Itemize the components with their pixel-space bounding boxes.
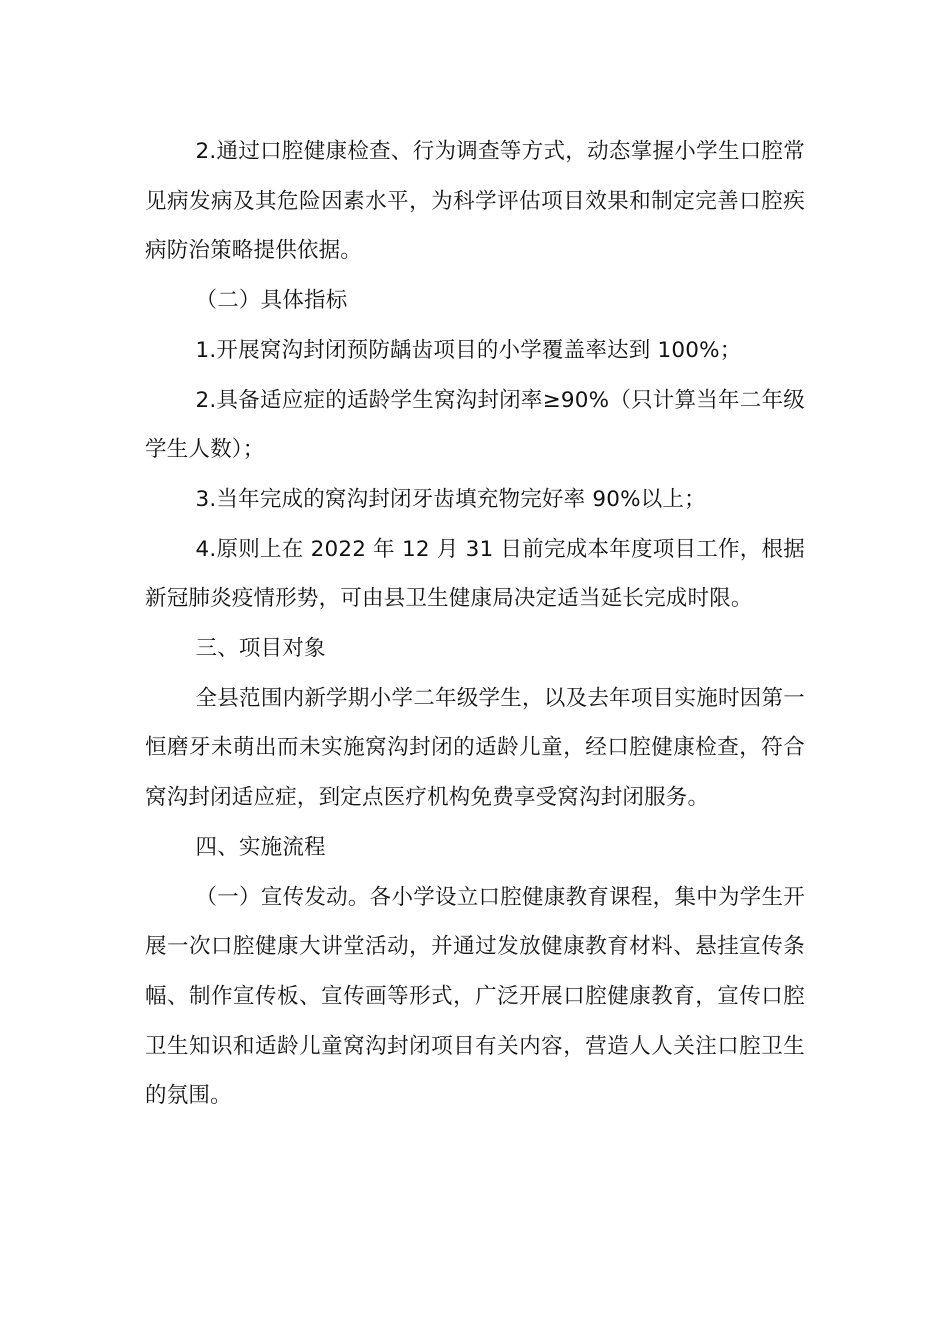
paragraph-publicity-mobilization: （一）宣传发动。各小学设立口腔健康教育课程，集中为学生开展一次口腔健康大讲堂活动，并通过发放健康教育材料、悬挂宣传条幅、制作宣传板、宣传画等形式，广泛开展口腔健康教育，宣传口腔卫生知识和适龄儿童窝沟封闭项目有关内容，营造人人关注口腔卫生的氛围。 — [145, 884, 805, 1109]
paragraph-indicator-3: 3.当年完成的窝沟封闭牙齿填充物完好率 90%以上； — [195, 486, 706, 512]
paragraph-indicator-1: 1.开展窝沟封闭预防龋齿项目的小学覆盖率达到 100%； — [195, 337, 742, 363]
paragraph-indicator-2: 2.具备适应症的适龄学生窝沟封闭率≥90%（只计算当年二年级学生人数）； — [145, 387, 805, 463]
paragraph-objective-2: 2.通过口腔健康检查、行为调查等方式，动态掌握小学生口腔常见病发病及其危险因素水平，为科学评估项目效果和制定完善口腔疾病防治策略提供依据。 — [145, 139, 805, 264]
document-body — [145, 127, 805, 1121]
section-heading-project-target: 三、项目对象 — [195, 636, 326, 662]
paragraph-indicator-4: 4.原则上在 2022 年 12 月 31 日前完成本年度项目工作，根据新冠肺炎疫情形势，可由县卫生健康局决定适当延长完成时限。 — [145, 536, 805, 612]
section-heading-specific-indicators: （二）具体指标 — [195, 288, 348, 314]
paragraph-project-target: 全县范围内新学期小学二年级学生，以及去年项目实施时因第一恒磨牙未萌出而未实施窝沟封闭的适龄儿童，经口腔健康检查，符合窝沟封闭适应症，到定点医疗机构免费享受窝沟封闭服务。 — [145, 685, 805, 811]
section-heading-implementation-process: 四、实施流程 — [195, 834, 326, 860]
